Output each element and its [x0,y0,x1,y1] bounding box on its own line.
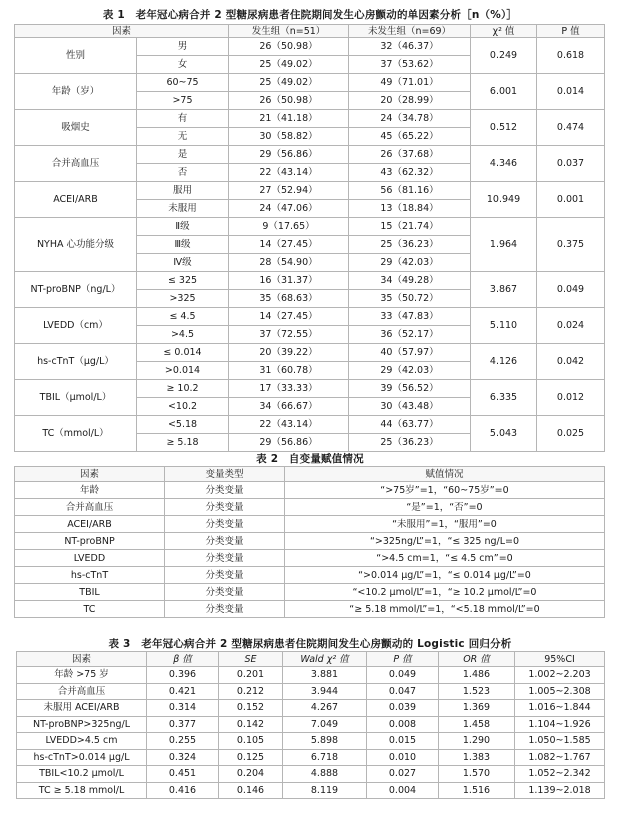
table1-row [15,74,605,92]
table2-header-assign: 赋值情况 [285,467,605,482]
table2-assign-cell: “未服用”=1，“服用”=0 [285,516,605,533]
table3-se-cell: 0.125 [219,749,283,766]
table1-row [15,38,605,56]
table2-type-cell: 分类变量 [165,567,285,584]
table2-type-cell: 分类变量 [165,533,285,550]
table1-level-cell: 未服用 [137,200,229,218]
table3-wald-cell: 3.881 [283,667,367,684]
table1-level-cell: <10.2 [137,398,229,416]
table1-row [15,344,605,362]
table1-factor-cell: TC（mmol/L） [15,416,137,452]
table1-row [15,110,605,128]
table1-chi-cell: 4.126 [471,344,537,380]
table1-occur-cell: 9（17.65） [229,218,349,236]
table3-ci-cell: 1.052~2.342 [515,766,605,783]
table2-assign-cell: “是”=1，“否”=0 [285,499,605,516]
table3-factor-cell: hs-cTnT>0.014 μg/L [17,749,147,766]
table3-header-factor: 因素 [17,652,147,667]
table3-or-cell: 1.516 [439,782,515,799]
table3-row [17,683,605,700]
table1-level-cell: >0.014 [137,362,229,380]
table1-occur-cell: 25（49.02） [229,74,349,92]
table1-header-p: P 值 [537,25,605,38]
table1-factor-cell: 合并高血压 [15,146,137,182]
table3-row [17,749,605,766]
table1-p-cell: 0.012 [537,380,605,416]
table3-beta-cell: 0.416 [147,782,219,799]
table3-se-cell: 0.212 [219,683,283,700]
table2-row [15,499,605,516]
table2-assign-cell: “>325ng/L”=1，“≤ 325 ng/L=0 [285,533,605,550]
table2-body [15,482,605,618]
table1-level-cell: ≥ 5.18 [137,434,229,452]
table1-header-occur: 发生组（n=51） [229,25,349,38]
table2-assign-cell: “>4.5 cm=1，“≤ 4.5 cm”=0 [285,550,605,567]
table3-p-cell: 0.027 [367,766,439,783]
table1-row [15,218,605,236]
table1-header-factor: 因素 [15,25,229,38]
table1-occur-cell: 35（68.63） [229,290,349,308]
table2-header-row [15,467,605,482]
table1-nonoccur-cell: 20（28.99） [349,92,471,110]
table2-assign-cell: “>75岁”=1，“60~75岁”=0 [285,482,605,499]
table3-factor-cell: 未服用 ACEI/ARB [17,700,147,717]
table1-row [15,380,605,398]
table1-p-cell: 0.049 [537,272,605,308]
table1-level-cell: <5.18 [137,416,229,434]
table2-row [15,550,605,567]
table2-type-cell: 分类变量 [165,516,285,533]
table3-factor-cell: 年龄 >75 岁 [17,667,147,684]
table2-type-cell: 分类变量 [165,499,285,516]
table2-factor-cell: LVEDD [15,550,165,567]
table1-level-cell: >75 [137,92,229,110]
table1-occur-cell: 22（43.14） [229,416,349,434]
table3-beta-cell: 0.255 [147,733,219,750]
table2-row [15,601,605,618]
table2-factor-cell: hs-cTnT [15,567,165,584]
table1-chi-cell: 0.512 [471,110,537,146]
table1-nonoccur-cell: 34（49.28） [349,272,471,290]
table3-beta-cell: 0.451 [147,766,219,783]
table1-row [15,182,605,200]
table1-nonoccur-cell: 30（43.48） [349,398,471,416]
table2-factor-cell: TBIL [15,584,165,601]
table1-nonoccur-cell: 40（57.97） [349,344,471,362]
table1-p-cell: 0.037 [537,146,605,182]
table3-or-cell: 1.458 [439,716,515,733]
table1-occur-cell: 31（60.78） [229,362,349,380]
table1 [14,24,605,452]
table1-chi-cell: 3.867 [471,272,537,308]
table1-nonoccur-cell: 29（42.03） [349,254,471,272]
table3-ci-cell: 1.050~1.585 [515,733,605,750]
table1-caption: 表 1 老年冠心病合并 2 型糖尿病患者住院期间发生心房颤动的单因素分析［n（%）］ [102,9,518,21]
table1-factor-cell: ACEI/ARB [15,182,137,218]
table1-occur-cell: 25（49.02） [229,56,349,74]
table3-p-cell: 0.047 [367,683,439,700]
table3-or-cell: 1.290 [439,733,515,750]
table2-row [15,516,605,533]
table1-occur-cell: 16（31.37） [229,272,349,290]
table1-chi-cell: 6.335 [471,380,537,416]
table1-factor-cell: NT-proBNP（ng/L） [15,272,137,308]
table1-occur-cell: 26（50.98） [229,38,349,56]
table1-chi-cell: 6.001 [471,74,537,110]
table3-header-wald: Wald χ² 值 [283,652,367,667]
table2-caption: 表 2 自变量赋值情况 [256,453,364,465]
table3-ci-cell: 1.005~2.308 [515,683,605,700]
table3-ci-cell: 1.002~2.203 [515,667,605,684]
table2-factor-cell: 合并高血压 [15,499,165,516]
table1-factor-cell: TBIL（μmol/L） [15,380,137,416]
table3-p-cell: 0.004 [367,782,439,799]
table1-factor-cell: 性别 [15,38,137,74]
table2-assign-cell: “<10.2 μmol/L”=1，“≥ 10.2 μmol/L”=0 [285,584,605,601]
table2 [14,466,605,618]
table1-chi-cell: 10.949 [471,182,537,218]
table3 [16,651,605,799]
table3-or-cell: 1.570 [439,766,515,783]
table3-p-cell: 0.039 [367,700,439,717]
table2-row [15,567,605,584]
table3-or-cell: 1.369 [439,700,515,717]
table1-p-cell: 0.618 [537,38,605,74]
table3-wald-cell: 3.944 [283,683,367,700]
table1-level-cell: >325 [137,290,229,308]
table1-row [15,272,605,290]
table3-header-ci: 95%CI [515,652,605,667]
table3-body [17,667,605,799]
table2-type-cell: 分类变量 [165,550,285,567]
table1-chi-cell: 0.249 [471,38,537,74]
table1-occur-cell: 17（33.33） [229,380,349,398]
table1-occur-cell: 14（27.45） [229,236,349,254]
table3-p-cell: 0.015 [367,733,439,750]
table1-p-cell: 0.375 [537,218,605,272]
table1-nonoccur-cell: 56（81.16） [349,182,471,200]
table1-occur-cell: 34（66.67） [229,398,349,416]
table2-factor-cell: NT-proBNP [15,533,165,550]
table3-row [17,716,605,733]
table1-factor-cell: NYHA 心功能分级 [15,218,137,272]
table1-occur-cell: 21（41.18） [229,110,349,128]
table1-nonoccur-cell: 29（42.03） [349,362,471,380]
table3-wald-cell: 7.049 [283,716,367,733]
table1-nonoccur-cell: 43（62.32） [349,164,471,182]
table1-p-cell: 0.042 [537,344,605,380]
table1-level-cell: 服用 [137,182,229,200]
table1-level-cell: ≤ 325 [137,272,229,290]
table2-row [15,533,605,550]
table1-header-row [15,25,605,38]
table1-nonoccur-cell: 25（36.23） [349,434,471,452]
table2-assign-cell: “>0.014 μg/L”=1，“≤ 0.014 μg/L”=0 [285,567,605,584]
table3-ci-cell: 1.016~1.844 [515,700,605,717]
table1-nonoccur-cell: 26（37.68） [349,146,471,164]
table1-nonoccur-cell: 32（46.37） [349,38,471,56]
table2-type-cell: 分类变量 [165,584,285,601]
table3-p-cell: 0.049 [367,667,439,684]
table1-level-cell: 男 [137,38,229,56]
table1-occur-cell: 27（52.94） [229,182,349,200]
table1-level-cell: Ⅲ级 [137,236,229,254]
table3-p-cell: 0.008 [367,716,439,733]
table1-chi-cell: 1.964 [471,218,537,272]
table1-nonoccur-cell: 44（63.77） [349,416,471,434]
table1-nonoccur-cell: 33（47.83） [349,308,471,326]
table3-or-cell: 1.523 [439,683,515,700]
table1-level-cell: 女 [137,56,229,74]
table1-factor-cell: 年龄（岁） [15,74,137,110]
table1-header-nonoccur: 未发生组（n=69） [349,25,471,38]
table1-nonoccur-cell: 39（56.52） [349,380,471,398]
table3-header-beta: β 值 [147,652,219,667]
table2-assign-cell: “≥ 5.18 mmol/L”=1，“<5.18 mmol/L”=0 [285,601,605,618]
table1-occur-cell: 26（50.98） [229,92,349,110]
table3-caption: 表 3 老年冠心病合并 2 型糖尿病患者住院期间发生心房颤动的 Logistic 回归分析 [108,638,512,650]
table3-se-cell: 0.152 [219,700,283,717]
table1-nonoccur-cell: 13（18.84） [349,200,471,218]
table3-p-cell: 0.010 [367,749,439,766]
table3-se-cell: 0.201 [219,667,283,684]
table3-header-p: P 值 [367,652,439,667]
table3-or-cell: 1.383 [439,749,515,766]
table1-occur-cell: 37（72.55） [229,326,349,344]
table3-beta-cell: 0.421 [147,683,219,700]
table1-p-cell: 0.025 [537,416,605,452]
table3-beta-cell: 0.377 [147,716,219,733]
table3-se-cell: 0.142 [219,716,283,733]
table1-nonoccur-cell: 37（53.62） [349,56,471,74]
table3-header-row [17,652,605,667]
table3-wald-cell: 5.898 [283,733,367,750]
table1-occur-cell: 29（56.86） [229,146,349,164]
table3-wald-cell: 6.718 [283,749,367,766]
table1-p-cell: 0.001 [537,182,605,218]
table1-occur-cell: 28（54.90） [229,254,349,272]
table3-beta-cell: 0.324 [147,749,219,766]
table1-occur-cell: 30（58.82） [229,128,349,146]
table2-header-factor: 因素 [15,467,165,482]
table1-occur-cell: 22（43.14） [229,164,349,182]
table1-level-cell: Ⅳ级 [137,254,229,272]
table3-factor-cell: TC ≥ 5.18 mmol/L [17,782,147,799]
table1-occur-cell: 29（56.86） [229,434,349,452]
table1-level-cell: ≤ 4.5 [137,308,229,326]
table1-row [15,146,605,164]
table1-p-cell: 0.474 [537,110,605,146]
table3-factor-cell: LVEDD>4.5 cm [17,733,147,750]
table1-level-cell: 60~75 [137,74,229,92]
table3-ci-cell: 1.082~1.767 [515,749,605,766]
table3-row [17,700,605,717]
table1-body [15,38,605,452]
table1-p-cell: 0.024 [537,308,605,344]
table2-header-type: 变量类型 [165,467,285,482]
table1-header-chi: χ² 值 [471,25,537,38]
table2-row [15,482,605,499]
table1-occur-cell: 24（47.06） [229,200,349,218]
table3-wald-cell: 4.267 [283,700,367,717]
table1-level-cell: Ⅱ级 [137,218,229,236]
table1-factor-cell: LVEDD（cm） [15,308,137,344]
table3-row [17,766,605,783]
table1-nonoccur-cell: 25（36.23） [349,236,471,254]
table1-p-cell: 0.014 [537,74,605,110]
table1-level-cell: 是 [137,146,229,164]
table1-chi-cell: 5.043 [471,416,537,452]
table1-nonoccur-cell: 36（52.17） [349,326,471,344]
table1-nonoccur-cell: 49（71.01） [349,74,471,92]
table2-factor-cell: ACEI/ARB [15,516,165,533]
table2-row [15,584,605,601]
table1-nonoccur-cell: 15（21.74） [349,218,471,236]
table1-chi-cell: 4.346 [471,146,537,182]
table1-occur-cell: 14（27.45） [229,308,349,326]
table1-row [15,416,605,434]
table1-level-cell: 有 [137,110,229,128]
table3-beta-cell: 0.396 [147,667,219,684]
table3-row [17,667,605,684]
table3-se-cell: 0.204 [219,766,283,783]
table2-factor-cell: TC [15,601,165,618]
table3-wald-cell: 8.119 [283,782,367,799]
table1-level-cell: 无 [137,128,229,146]
table1-nonoccur-cell: 24（34.78） [349,110,471,128]
table3-ci-cell: 1.139~2.018 [515,782,605,799]
table1-nonoccur-cell: 45（65.22） [349,128,471,146]
table3-header-or: OR 值 [439,652,515,667]
table3-header-se: SE [219,652,283,667]
table1-level-cell: >4.5 [137,326,229,344]
table1-factor-cell: hs-cTnT（μg/L） [15,344,137,380]
table3-factor-cell: NT-proBNP>325ng/L [17,716,147,733]
table1-nonoccur-cell: 35（50.72） [349,290,471,308]
table3-factor-cell: TBIL<10.2 μmol/L [17,766,147,783]
table3-wald-cell: 4.888 [283,766,367,783]
table3-or-cell: 1.486 [439,667,515,684]
table3-se-cell: 0.105 [219,733,283,750]
table3-se-cell: 0.146 [219,782,283,799]
table2-type-cell: 分类变量 [165,482,285,499]
table1-factor-cell: 吸烟史 [15,110,137,146]
table1-occur-cell: 20（39.22） [229,344,349,362]
table1-level-cell: ≥ 10.2 [137,380,229,398]
table3-factor-cell: 合并高血压 [17,683,147,700]
table3-beta-cell: 0.314 [147,700,219,717]
table2-type-cell: 分类变量 [165,601,285,618]
table3-row [17,733,605,750]
table2-factor-cell: 年龄 [15,482,165,499]
table3-row [17,782,605,799]
table1-row [15,308,605,326]
table1-chi-cell: 5.110 [471,308,537,344]
table1-level-cell: 否 [137,164,229,182]
table1-level-cell: ≤ 0.014 [137,344,229,362]
table3-ci-cell: 1.104~1.926 [515,716,605,733]
